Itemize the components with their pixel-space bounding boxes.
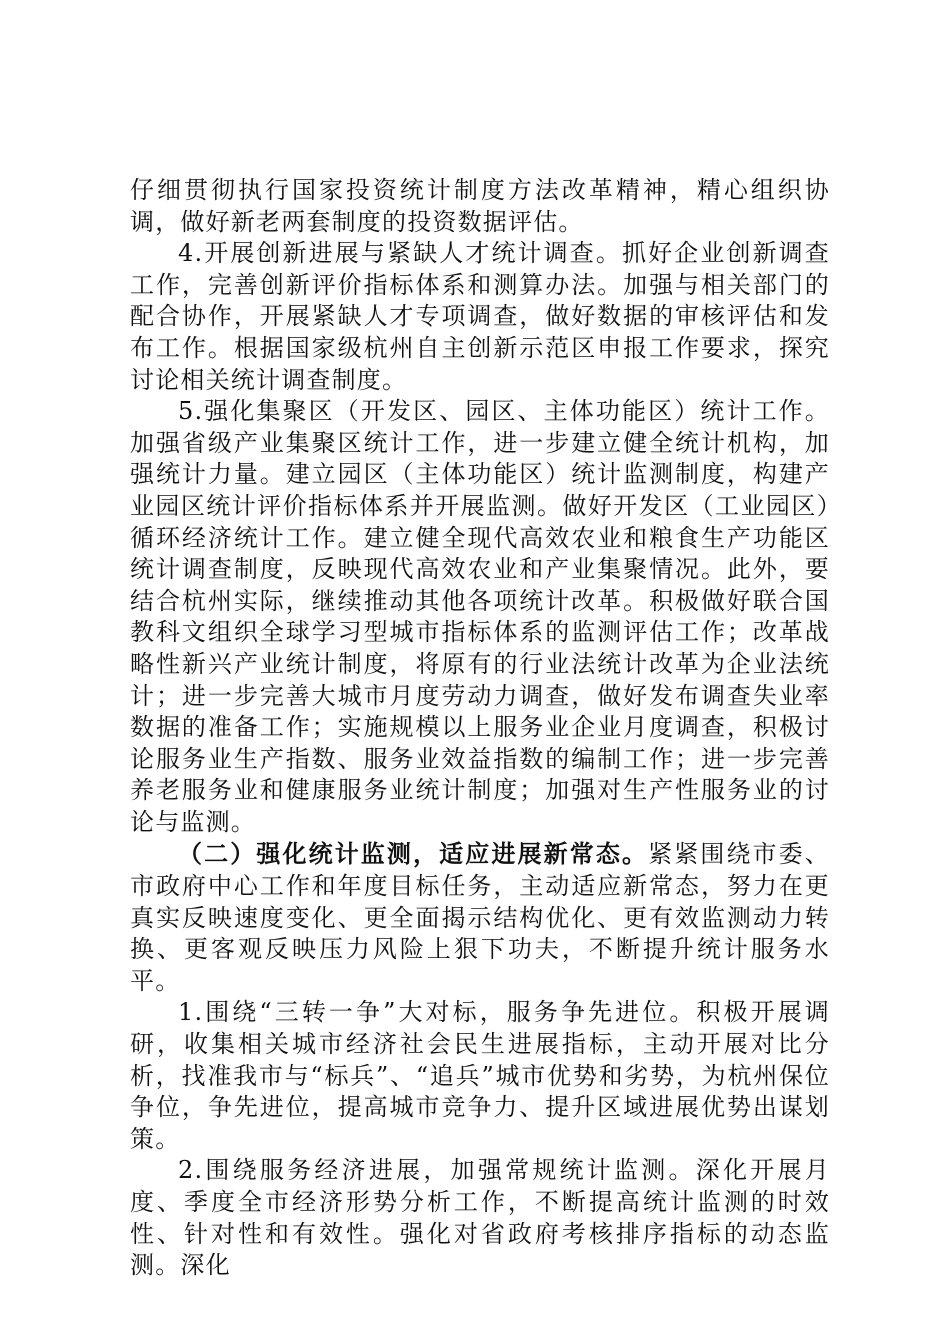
document-body	[130, 175, 830, 1282]
paragraph-item-4: 4.开展创新进展与紧缺人才统计调查。抓好企业创新调查工作，完善创新评价指标体系和测算办法。加强与相关部门的配合协作，开展紧缺人才专项调查，做好数据的审核评估和发布工作。根据国家级杭州自主创新示范区申报工作要求，探究讨论相关统计调查制度。	[130, 239, 830, 394]
paragraph-item-1: 1.围绕“三转一争”大对标，服务争先进位。积极开展调研，收集相关城市经济社会民生进展指标，主动开展对比分析，找准我市与“标兵”、“追兵”城市优势和劣势，为杭州保位争位，争先进位，提高城市竞争力、提升区域进展优势出谋划策。	[130, 998, 830, 1153]
paragraph-continuation: 仔细贯彻执行国家投资统计制度方法改革精神，精心组织协调，做好新老两套制度的投资数据评估。	[130, 176, 830, 236]
section-heading: （二）强化统计监测，适应进展新常态。	[178, 839, 649, 869]
section-body: 紧紧围绕市委、市政府中心工作和年度目标任务，主动适应新常态，努力在更真实反映速度变化、更全面揭示结构优化、更有效监测动力转换、更客观反映压力风险上狠下功夫，不断提升统计服务水平。	[130, 840, 830, 995]
paragraph-item-2: 2.围绕服务经济进展，加强常规统计监测。深化开展月度、季度全市经济形势分析工作，不断提高统计监测的时效性、针对性和有效性。强化对省政府考核排序指标的动态监测。深化	[130, 1156, 830, 1280]
paragraph-section-2	[130, 838, 830, 997]
paragraph-item-5: 5.强化集聚区（开发区、园区、主体功能区）统计工作。加强省级产业集聚区统计工作，进一步建立健全统计机构，加强统计力量。建立园区（主体功能区）统计监测制度，构建产业园区统计评价指标体系并开展监测。做好开发区（工业园区）循环经济统计工作。建立健全现代高效农业和粮食生产功能区统计调查制度，反映现代高效农业和产业集聚情况。此外，要结合杭州实际，继续推动其他各项统计改革。积极做好联合国教科文组织全球学习型城市指标体系的监测评估工作；改革战略性新兴产业统计制度，将原有的行业法统计改革为企业法统计；进一步完善大城市月度劳动力调查，做好发布调查失业率数据的准备工作；实施规模以上服务业企业月度调查，积极讨论服务业生产指数、服务业效益指数的编制工作；进一步完善养老服务业和健康服务业统计制度；加强对生产性服务业的讨论与监测。	[130, 397, 830, 836]
